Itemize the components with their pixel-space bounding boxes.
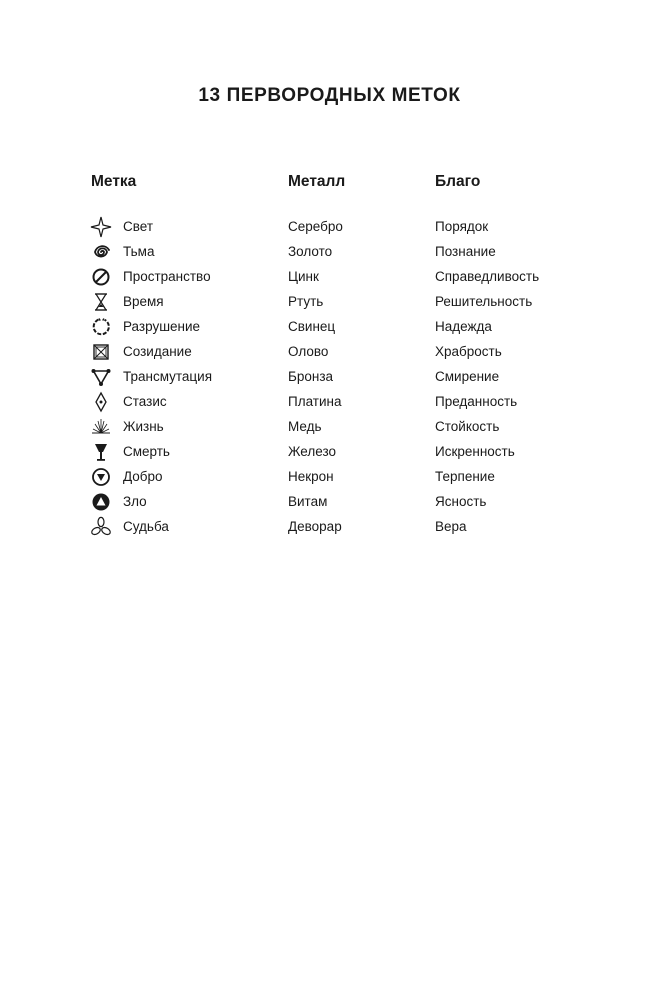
table-row [0,464,659,489]
metal-name: Медь [288,419,322,434]
trefoil-icon [90,516,112,538]
metal-name: Цинк [288,269,319,284]
mark-name: Стазис [123,394,167,409]
virtue-name: Порядок [435,219,489,234]
four-point-star-icon [90,216,112,238]
mark-name: Время [123,294,164,309]
metal-name: Платина [288,394,342,409]
metal-name: Свинец [288,319,336,334]
virtue-name: Преданность [435,394,518,409]
virtue-name: Ясность [435,494,487,509]
spiral-icon [90,241,112,263]
mark-name: Зло [123,494,147,509]
mark-name: Пространство [123,269,211,284]
mark-name: Добро [123,469,163,484]
metal-name: Ртуть [288,294,324,309]
up-triangle-disc-icon [90,491,112,513]
virtue-name: Справедливость [435,269,540,284]
virtue-name: Стойкость [435,419,500,434]
mark-name: Смерть [123,444,170,459]
table-row [0,314,659,339]
table-row [0,239,659,264]
table-row [0,289,659,314]
mark-name: Трансмутация [123,369,213,384]
metal-name: Железо [288,444,336,459]
table-row [0,439,659,464]
broken-circle-icon [90,316,112,338]
mark-name: Свет [123,219,154,234]
virtue-name: Вера [435,519,467,534]
table-row [0,264,659,289]
virtue-name: Смирение [435,369,500,384]
goblet-icon [90,441,112,463]
mark-name: Тьма [123,244,155,259]
table-row [0,364,659,389]
sprout-icon [90,416,112,438]
diamond-dot-icon [90,391,112,413]
table-row [0,389,659,414]
column-header-mark: Метка [91,173,137,190]
mark-name: Разрушение [123,319,201,334]
table-row [0,514,659,539]
metal-name: Серебро [288,219,343,234]
mark-name: Жизнь [123,419,164,434]
metal-name: Золото [288,244,333,259]
mark-name: Судьба [123,519,169,534]
table-row [0,414,659,439]
column-header-metal: Металл [288,173,346,190]
virtue-name: Терпение [435,469,495,484]
triangle-nodes-icon [90,366,112,388]
hourglass-icon [90,291,112,313]
metal-name: Олово [288,344,329,359]
virtue-name: Искренность [435,444,515,459]
virtue-name: Решительность [435,294,533,309]
marks-table [0,214,659,539]
mark-name: Созидание [123,344,192,359]
metal-name: Бронза [288,369,334,384]
table-row [0,214,659,239]
metal-name: Деворар [288,519,342,534]
metal-name: Некрон [288,469,334,484]
virtue-name: Познание [435,244,496,259]
table-row [0,339,659,364]
virtue-name: Храбрость [435,344,502,359]
down-triangle-circle-icon [90,466,112,488]
page-title: 13 ПЕРВОРОДНЫХ МЕТОК [198,85,461,106]
crossed-square-icon [90,341,112,363]
column-header-virtue: Благо [435,173,481,190]
virtue-name: Надежда [435,319,492,334]
table-row [0,489,659,514]
slashed-circle-icon [90,266,112,288]
metal-name: Витам [288,494,328,509]
